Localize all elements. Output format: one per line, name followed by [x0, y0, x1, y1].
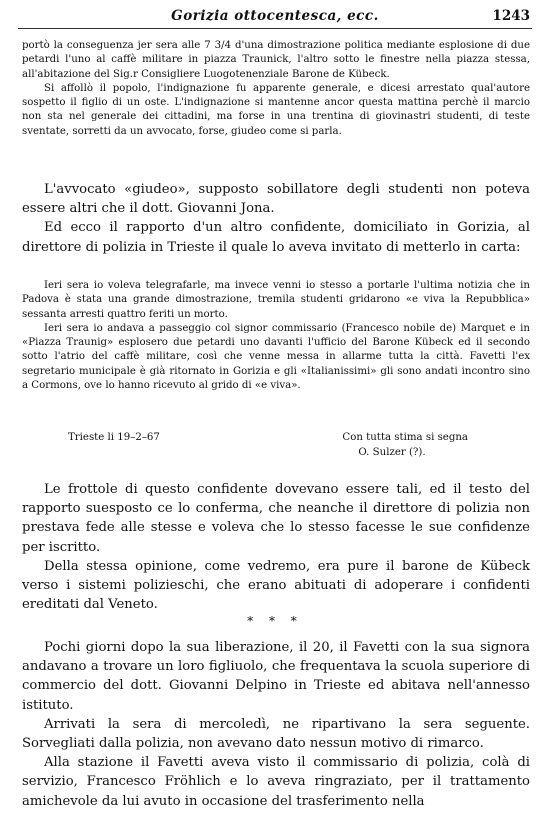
body-text-3 — [22, 638, 530, 811]
quote-paragraph: Ieri sera io andava a passeggio col signor commissario (Francesco nobile de) Marquet e in «Piazza Traunig» esplosero due petardi uno davanti l'ufficio del Barone Kübeck ed il secondo sotto l'atrio del caffè militare, così che venne messa in allarme tutta la città. Favetti l'ex segretario municipale è già ritornato in Gorizia e gli «Italianissimi» gli sono andati incontro sino a Cormons, ove lo hanno ricevuto al grido di «e viva». — [22, 322, 530, 392]
body-paragraph: Pochi giorni dopo la sua liberazione, il 20, il Favetti con la sua signora andavano a trovare un loro figliuolo, che frequentava la scuola superiore di commercio del dott. Giovanni Delpino in Trieste ed abitava nell'annesso istituto. — [22, 640, 530, 713]
signature-block — [342, 431, 468, 460]
body-paragraph: Le frottole di questo confidente dovevano essere tali, ed il testo del rapporto suesposto ce lo conferma, che neanche il direttore di polizia non prestava fede alle stesse e voleva che lo stesso facesse le sue confidenze per iscritto. — [22, 482, 530, 555]
signature-name: O. Sulzer (?). — [358, 446, 426, 458]
body-paragraph: L'avvocato «giudeo», supposto sobillatore degli studenti non poteva essere altri che il dott. Giovanni Jona. — [22, 182, 530, 217]
body-text-1 — [22, 180, 530, 257]
body-paragraph: Arrivati la sera di mercoledì, ne ripartivano la sera seguente. Sorvegliati dalla polizia, non avevano dato nessun motivo di rimarco. — [22, 716, 530, 752]
quoted-report-2 — [22, 279, 530, 393]
quote-paragraph: Ieri sera io voleva telegrafarle, ma invece venni io stesso a portarle l'ultima notizia che in Padova è stata una grande dimostrazione, tremila studenti gridarono «e viva la Repubblica» sessanta arresti quattro feriti un morto. — [22, 280, 530, 320]
quote-paragraph: portò la conseguenza jer sera alle 7 3/4 d'una dimostrazione politica mediante esplosione di due petardi l'uno al caffè militare in piazza Traunick, l'altro sotto le finestre nella piazza stessa, all'abitazione del Sig.r Consigliere Luogotenenziale Barone de Kübeck. — [22, 40, 530, 80]
body-paragraph: Ed ecco il rapporto d'un altro confidente, domiciliato in Gorizia, al direttore di polizia in Trieste il quale lo aveva invitato di metterlo in carta: — [22, 220, 530, 255]
running-title: Gorizia ottocentesca, ecc. — [171, 8, 379, 24]
signature-place-date: Trieste li 19–2–67 — [68, 432, 160, 443]
body-paragraph: Alla stazione il Favetti aveva visto il commissario di polizia, colà di servizio, Francesco Fröhlich e lo aveva ringraziato, per il trattamento amichevole da lui avuto in occasione del trasferimento nella — [22, 755, 530, 809]
section-separator: * * * — [247, 614, 303, 628]
signature-closing: Con tutta stima si segna — [342, 432, 468, 443]
quote-paragraph: Si affollò il popolo, l'indignazione fu apparente generale, e dicesi arrestato qual'autore sospetto il figlio di un oste. L'indignazione si mantenne ancor questa mattina perchè il marcio non sta nel generale dei cittadini, ma forse in una trentina di giovinastri studenti, di teste sventate, sorretti da un avvocato, forse, giudeo come si parla. — [22, 82, 530, 137]
body-text-2 — [22, 480, 530, 614]
page-header — [18, 6, 532, 29]
body-paragraph: Della stessa opinione, come vedremo, era pure il barone de Kübeck verso i sistemi polizieschi, che erano abituati di adoperare i confidenti ereditati dal Veneto. — [22, 558, 530, 613]
page-number: 1243 — [492, 8, 530, 24]
quoted-report-1 — [22, 39, 530, 139]
